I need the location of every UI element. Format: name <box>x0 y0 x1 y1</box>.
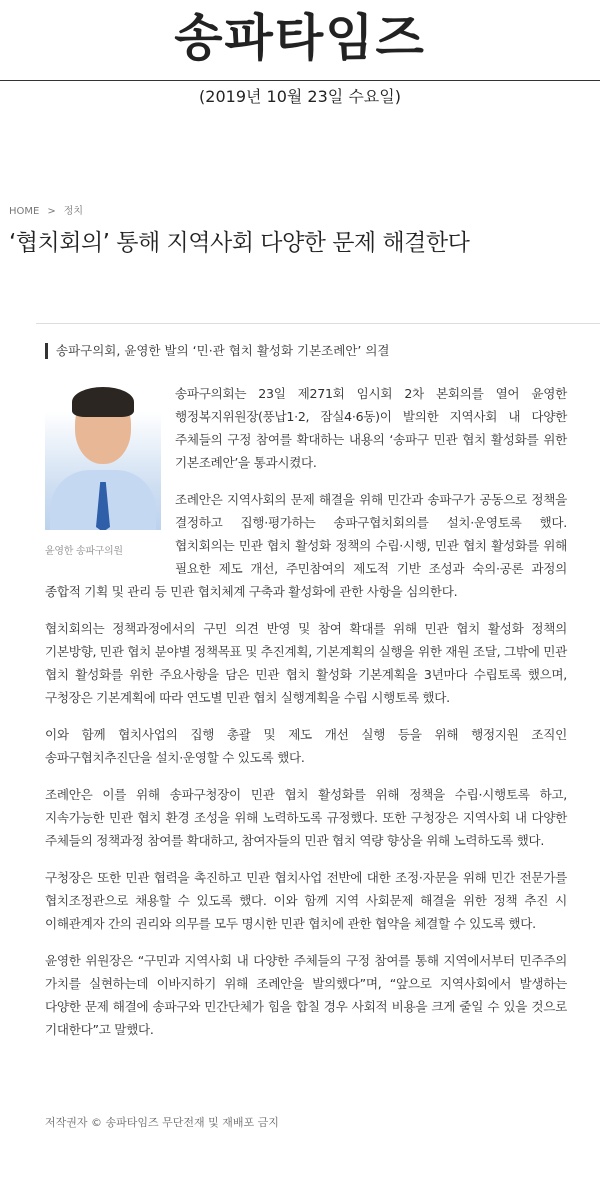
issue-date: (2019년 10월 23일 수요일) <box>199 87 401 106</box>
paragraph: 송파구의회는 23일 제271회 임시회 2차 본회의를 열어 윤영한 행정복지위원장(풍납1·2, 잠실4·6동)이 발의한 지역사회 내 다양한 주체들의 구정 참여를 확대하는 내용의 ‘송파구 민관 협치 활성화를 위한 기본조례안’을 통과시켰다. <box>175 386 567 470</box>
article-body <box>45 382 567 1055</box>
photo-caption: 윤영한 송파구의원 <box>45 546 123 557</box>
paragraph: 윤영한 위원장은 “구민과 지역사회 내 다양한 주체들의 구정 참여를 통해 지역에서부터 민주주의 가치를 실현하는데 이바지하기 위해 조례안을 발의했다”며, “앞으로 지역사회에서 발생하는 다양한 문제 해결에 송파구와 민간단체가 힘을 합칠 경우 사회적 비용을 크게 줄일 수 있을 것으로 기대한다”고 말했다. <box>45 953 567 1037</box>
paragraph: 구청장은 또한 민관 협력을 촉진하고 민관 협치사업 전반에 대한 조정·자문을 위해 민간 전문가를 협치조정관으로 채용할 수 있도록 했다. 이와 함께 지역 사회문제 해결을 위한 정책 추진 시 이해관계자 간의 권리와 의무를 모두 명시한 민관 협치에 관한 협약을 체결할 수 있도록 했다. <box>45 870 567 931</box>
paragraph: 조례안은 이를 위해 송파구청장이 민관 협치 활성화를 위해 정책을 수립·시행토록 하고, 지속가능한 민관 협치 환경 조성을 위해 노력하도록 규정했다. 또한 구청장은 지역사회 내 다양한 주체들의 정책과정 참여를 확대하고, 참여자들의 민관 협치 역량 향상을 위해 노력하도록 했다. <box>45 787 567 848</box>
title-divider <box>36 323 600 324</box>
masthead-divider <box>0 80 600 81</box>
article-subtitle: 송파구의회, 윤영한 발의 ‘민·관 협치 활성화 기본조례안’ 의결 <box>45 343 390 359</box>
breadcrumb-section[interactable]: 정치 <box>63 206 84 217</box>
article-title: ‘협치회의’ 통해 지역사회 다양한 문제 해결한다 <box>9 230 470 256</box>
masthead-logo[interactable]: 송파타임즈 <box>174 9 426 67</box>
paragraph: 이와 함께 협치사업의 집행 총괄 및 제도 개선 실행 등을 위해 행정지원 조직인 송파구협치추진단을 설치·운영할 수 있도록 했다. <box>45 727 567 765</box>
chevron-right-icon: > <box>47 206 56 217</box>
paragraph: 협치회의는 정책과정에서의 구민 의견 반영 및 참여 확대를 위해 민관 협치 활성화 정책의 기본방향, 민관 협치 분야별 정책목표 및 추진계획, 기본계획의 실행을 위한 재원 조달, 그밖에 민관 협치 활성화를 위한 주요사항을 담은 민관 협치 활성화 기본계획을 3년마다 수립토록 했으며, 구청장은 기본계획에 따라 연도별 민관 협치 실행계획을 수립 시행토록 했다. <box>45 621 568 705</box>
portrait-image[interactable] <box>45 382 161 530</box>
breadcrumb-home[interactable]: HOME <box>9 206 40 217</box>
breadcrumb <box>9 202 83 217</box>
article-photo <box>45 382 161 569</box>
copyright-notice: 저작권자 © 송파타임즈 무단전재 및 재배포 금지 <box>45 1116 279 1129</box>
paragraph: 조례안은 지역사회의 문제 해결을 위해 민간과 송파구가 공동으로 정책을 결정하고 집행·평가하는 송파구협치회의를 설치·운영토록 했다. 협치회의는 민관 협치 활성화 정책의 수립·시행, 민관 협치 활성화를 위해 필요한 제도 개선, 주민참여의 제도적 기반 조성과 숙의·공론 과정의 종합적 기획 및 관리 등 민관 협치체계 구축과 활성화에 관한 사항을 심의한다. <box>45 492 567 599</box>
